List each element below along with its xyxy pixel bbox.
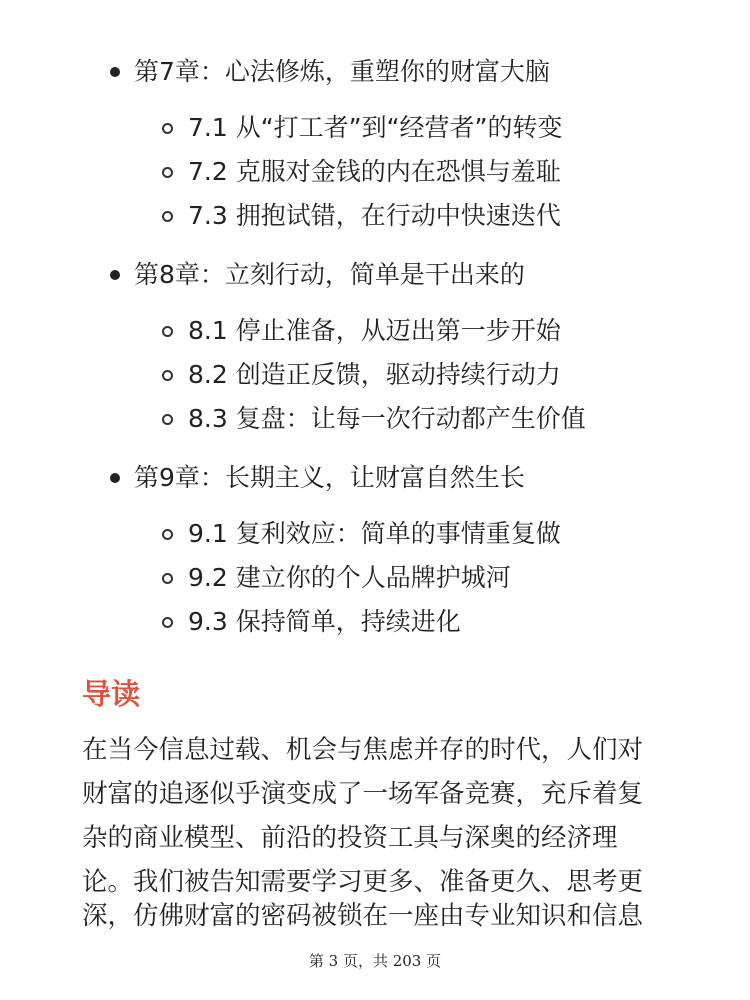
circle-bullet-icon [162, 370, 173, 381]
bullet-dot-icon [110, 67, 120, 77]
toc-section-item: 9.1 复利效应：简单的事情重复做 [188, 519, 561, 548]
paragraph-line: 财富的追逐似乎演变成了一场军备竞赛，充斥着复 [82, 779, 644, 809]
toc-section-item: 8.3 复盘：让每一次行动都产生价值 [188, 404, 586, 433]
toc-section-item: 7.1 从“打工者”到“经营者”的转变 [188, 113, 563, 142]
chapter-title: 第7章：心法修炼，重塑你的财富大脑 [134, 57, 550, 86]
toc-section-item: 8.2 创造正反馈，驱动持续行动力 [188, 360, 561, 389]
page-footer: 第 3 页，共 203 页 [308, 952, 442, 970]
toc-section-item: 9.2 建立你的个人品牌护城河 [188, 563, 511, 592]
paragraph-line: 论。我们被告知需要学习更多、准备更久、思考更 [82, 867, 644, 897]
paragraph-line: 在当今信息过载、机会与焦虑并存的时代，人们对 [82, 735, 644, 765]
toc-section-item: 7.2 克服对金钱的内在恐惧与羞耻 [188, 157, 561, 186]
toc-section-item: 7.3 拥抱试错，在行动中快速迭代 [188, 201, 561, 230]
circle-bullet-icon [162, 573, 173, 584]
bullet-dot-icon [110, 270, 120, 280]
toc-section-item: 8.1 停止准备，从迈出第一步开始 [188, 316, 561, 345]
circle-bullet-icon [162, 123, 173, 134]
circle-bullet-icon [162, 617, 173, 628]
circle-bullet-icon [162, 529, 173, 540]
chapter-title: 第9章：长期主义，让财富自然生长 [134, 463, 525, 492]
circle-bullet-icon [162, 211, 173, 222]
circle-bullet-icon [162, 326, 173, 337]
section-heading: 导读 [82, 677, 141, 711]
circle-bullet-icon [162, 167, 173, 178]
bullet-dot-icon [110, 473, 120, 483]
circle-bullet-icon [162, 414, 173, 425]
paragraph-line: 深，仿佛财富的密码被锁在一座由专业知识和信息 [82, 901, 644, 931]
toc-section-item: 9.3 保持简单，持续进化 [188, 607, 461, 636]
chapter-title: 第8章：立刻行动，简单是干出来的 [134, 260, 525, 289]
paragraph-line: 杂的商业模型、前沿的投资工具与深奥的经济理 [82, 823, 618, 853]
